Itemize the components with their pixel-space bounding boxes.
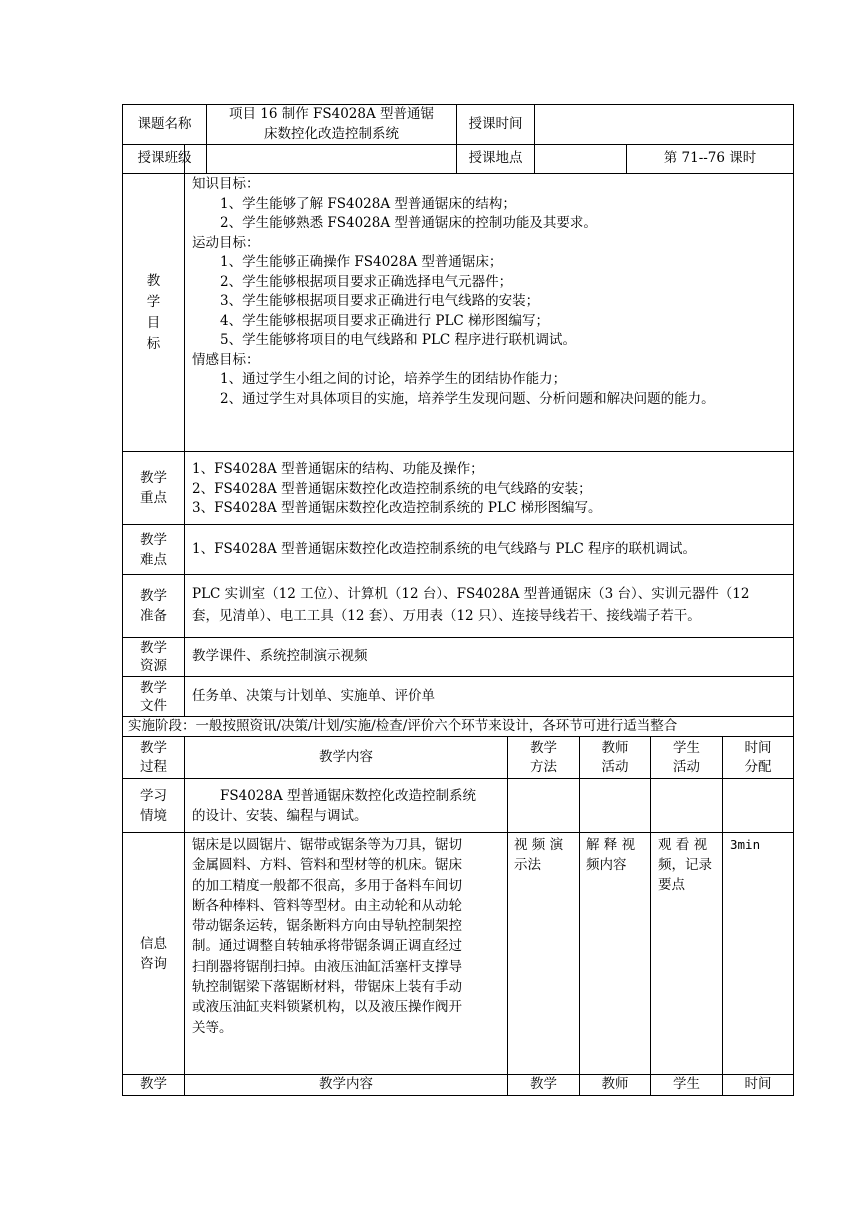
knowledge-title: 知识目标： (192, 176, 260, 192)
footer-process: 教学 (140, 1076, 167, 1093)
rule (122, 1095, 794, 1096)
label-resources-line: 教学 (140, 640, 167, 656)
motion-title: 运动目标： (192, 234, 260, 251)
rule (184, 736, 185, 1096)
teaching-place-value (535, 145, 626, 173)
label-documents-line: 文件 (140, 697, 167, 714)
label-resources-line: 资源 (140, 658, 167, 674)
header-content: 教学内容 (319, 748, 373, 765)
label-course-name: 课题名称 (137, 115, 192, 132)
knowledge-item: 2、学生能够熟悉 FS4028A 型普通锯床的控制功能及其要求。 (220, 215, 597, 231)
consult-teacher-line: 频内容 (586, 857, 627, 873)
label-documents (123, 677, 184, 716)
rule (122, 451, 794, 452)
emotion-title: 情感目标： (192, 351, 260, 368)
footer-student: 学生 (673, 1076, 700, 1093)
label-objectives-char: 目 (146, 314, 161, 331)
consult-line: 关等。 (192, 1019, 233, 1036)
consult-line: 金属圆料、方料、管料和型材等的机床。锯床 (192, 857, 462, 874)
label-preparation (123, 575, 184, 637)
consult-content (192, 835, 506, 1071)
knowledge-item: 1、学生能够了解 FS4028A 型普通锯床的结构； (220, 195, 516, 212)
header-teacher-line: 活动 (601, 758, 629, 775)
header-method (508, 737, 579, 778)
rule (122, 778, 794, 779)
label-preparation-line: 准备 (140, 608, 167, 624)
consult-line: 锯床是以圆锯片、锯带或锯条等为刀具，锯切 (192, 837, 462, 853)
header-teacher-line: 教师 (601, 739, 629, 756)
label-resources (123, 638, 184, 676)
label-objectives-char: 教 (146, 272, 161, 289)
consult-line: 带动锯条运转，锯条断料方向由导轨控制架控 (192, 918, 462, 935)
header-student-line: 活动 (673, 758, 700, 775)
header-time-line: 分配 (744, 758, 772, 775)
rule (650, 736, 651, 1096)
consult-teacher-line: 解 释 视 (586, 837, 636, 853)
preparation-line: 套，见清单）、电工工具（12 套）、万用表（12 只）、连接导线若干、接线端子若干。 (192, 608, 701, 624)
label-difficulties-line: 难点 (140, 551, 167, 568)
motion-item: 3、学生能够根据项目要求正确进行电气线路的安装； (220, 293, 540, 309)
label-situation-line: 情境 (140, 807, 167, 824)
consult-student (658, 835, 721, 899)
course-title (207, 105, 456, 144)
preparation-content (192, 583, 792, 635)
implementation-stage-note: 实施阶段：一般按照资讯/决策/计划/实施/检查/评价六个环节来设计，各环节可进行适当整合 (128, 717, 678, 734)
header-process (123, 737, 184, 778)
header-method-line: 方法 (530, 758, 557, 775)
consult-student-line: 频，记录 (658, 857, 712, 873)
situation-line: FS4028A 型普通锯床数控化改造控制系统 (220, 788, 477, 804)
consult-student-line: 要点 (658, 877, 685, 893)
label-teaching-place: 授课地点 (468, 150, 523, 167)
rule (122, 574, 794, 575)
label-documents-line: 教学 (140, 679, 167, 696)
consult-line: 轨控制锯梁下落锯断材料，带锯床上装有手动 (192, 979, 462, 996)
footer-content: 教学内容 (319, 1076, 373, 1093)
label-difficulties-line: 教学 (140, 531, 167, 548)
rule (507, 736, 508, 1096)
emotion-item: 1、通过学生小组之间的讨论，培养学生的团结协作能力； (220, 371, 567, 387)
label-teaching-time: 授课时间 (468, 115, 523, 132)
label-difficulties (123, 525, 184, 574)
rule (722, 736, 723, 1096)
class-hours: 第 71--76 课时 (663, 150, 757, 167)
rule (122, 832, 794, 833)
resources-content: 教学课件、系统控制演示视频 (192, 648, 368, 665)
class-value (207, 145, 456, 173)
consult-method-line: 视 频 演 (514, 837, 564, 853)
label-consult (123, 833, 184, 1074)
consult-line: 扫削器将锯削扫掉。由液压油缸活塞杆支撑导 (192, 958, 462, 975)
footer-method: 教学 (530, 1076, 557, 1093)
label-objectives-char: 标 (146, 335, 161, 352)
motion-item: 4、学生能够根据项目要求正确进行 PLC 梯形图编写； (220, 312, 550, 329)
label-key-points (123, 452, 184, 524)
header-student (651, 737, 722, 778)
consult-student-line: 观 看 视 (658, 837, 708, 853)
rule (579, 736, 580, 1096)
key-point-item: 1、FS4028A 型普通锯床的结构、功能及操作； (192, 461, 484, 477)
difficulties-content: 1、FS4028A 型普通锯床数控化改造控制系统的电气线路与 PLC 程序的联机调试。 (192, 540, 697, 557)
header-process-line: 教学 (140, 739, 167, 756)
label-key-points-line: 教学 (140, 470, 167, 486)
label-class: 授课班级 (137, 150, 192, 167)
consult-line: 的加工精度一般都不很高，多用于备料车间切 (192, 877, 462, 894)
footer-time: 时间 (744, 1076, 772, 1093)
label-key-points-line: 重点 (140, 490, 167, 506)
consult-line: 断各种棒料、管料等型材。由主动轮和从动轮 (192, 897, 462, 914)
header-process-line: 过程 (140, 758, 167, 775)
consult-method (514, 835, 578, 895)
header-method-line: 教学 (530, 739, 557, 756)
situation-line: 的设计、安装、编程与调试。 (192, 808, 368, 824)
motion-item: 2、学生能够根据项目要求正确选择电气元器件； (220, 273, 513, 290)
rule (184, 144, 185, 716)
key-point-item: 2、FS4028A 型普通锯床数控化改造控制系统的电气线路的安装； (192, 480, 592, 497)
header-time-line: 时间 (744, 739, 772, 756)
label-situation (123, 779, 184, 832)
documents-content: 任务单、决策与计划单、实施单、评价单 (192, 687, 435, 704)
consult-time: 3min (730, 837, 761, 852)
emotion-item: 2、通过学生对具体项目的实施，培养学生发现问题、分析问题和解决问题的能力。 (220, 390, 715, 407)
label-preparation-line: 教学 (140, 588, 167, 604)
label-situation-line: 学习 (140, 787, 167, 804)
header-time (723, 737, 793, 778)
objectives-content (192, 175, 790, 449)
header-student-line: 学生 (673, 739, 700, 756)
consult-line: 或液压油缸夹料锁紧机构，以及液压操作阀开 (192, 999, 462, 1016)
key-point-item: 3、FS4028A 型普通锯床数控化改造控制系统的 PLC 梯形图编写。 (192, 500, 602, 516)
preparation-line: PLC 实训室（12 工位）、计算机（12 台）、FS4028A 型普通锯床（3 台）、实训元器件（12 (192, 586, 750, 602)
course-title-text: 项目 16 制作 FS4028A 型普通锯床数控化改造控制系统 (228, 106, 435, 142)
motion-item: 1、学生能够正确操作 FS4028A 型普通锯床； (220, 254, 503, 270)
consult-teacher (586, 835, 649, 895)
label-consult-line: 信息 (140, 935, 167, 952)
situation-content (192, 786, 504, 830)
rule (793, 104, 794, 1096)
label-objectives (123, 174, 184, 451)
label-objectives-char: 学 (146, 293, 161, 310)
rule (122, 173, 794, 174)
consult-line: 制。通过调整自转轴承将带锯条调正调直经过 (192, 938, 462, 955)
footer-teacher: 教师 (601, 1076, 629, 1093)
label-consult-line: 咨询 (140, 955, 167, 972)
key-points-content (192, 460, 790, 522)
motion-item: 5、学生能够将项目的电气线路和 PLC 程序进行联机调试。 (220, 332, 577, 348)
consult-method-line: 示法 (514, 857, 541, 873)
header-teacher (580, 737, 650, 778)
teaching-time-value (535, 105, 793, 144)
